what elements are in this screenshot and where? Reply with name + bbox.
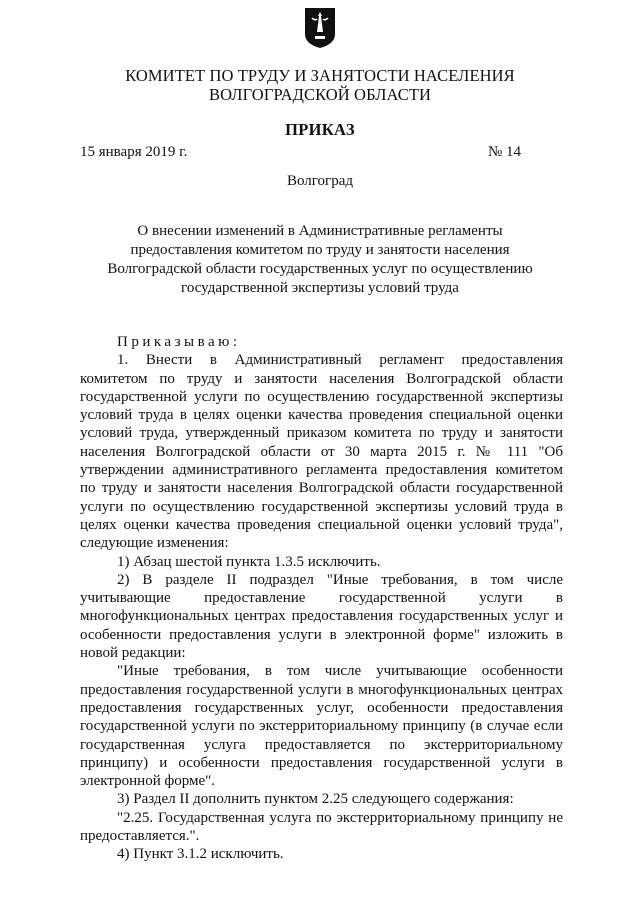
order-body bbox=[80, 333, 563, 864]
body-paragraph: 2) В разделе II подраздел "Иные требования, в том числе учитывающие предоставление государственной услуги в многофункциональных центрах предоставления государственных услуг и особенности предоставления услуги в электронной форме" изложить в новой редакции: bbox=[80, 571, 563, 662]
committee-name bbox=[0, 66, 640, 104]
subject-line: предоставления комитетом по труду и занятости населения bbox=[130, 242, 510, 258]
body-paragraph: "2.25. Государственная услуга по экстерриториальному принципу не предоставляется.". bbox=[80, 809, 563, 845]
subject-line: Волгоградской области государственных услуг по осуществлению bbox=[107, 261, 533, 277]
order-title: ПРИКАЗ bbox=[285, 120, 355, 139]
committee-name-line1: КОМИТЕТ ПО ТРУДУ И ЗАНЯТОСТИ НАСЕЛЕНИЯ bbox=[125, 66, 515, 85]
body-paragraph: 4) Пункт 3.1.2 исключить. bbox=[117, 846, 284, 863]
body-paragraph: 3) Раздел II дополнить пунктом 2.25 следующего содержания: bbox=[117, 791, 514, 808]
order-date: 15 января 2019 г. bbox=[80, 144, 188, 160]
subject-line: О внесении изменений в Административные регламенты bbox=[137, 223, 503, 239]
body-paragraph: 1. Внести в Административный регламент предоставления комитетом по труду и занятости населения Волгоградской области государственной услуги по осуществлению государственной экспертизы условий труда в целях оценки качества проведения специальной оценки условий труда, утвержденный приказом комитета по труду и занятости населения Волгоградской области от 30 марта 2015 г. № 111 "Об утверждении административного регламента предоставления комитетом по труду и занятости населения Волгоградской области государственной услуги по осуществлению государственной экспертизы условий труда в целях оценки качества проведения специальной оценки условий труда", следующие изменения: bbox=[80, 352, 563, 552]
body-paragraph: 1) Абзац шестой пункта 1.3.5 исключить. bbox=[117, 553, 381, 570]
volgograd-coat-of-arms-icon bbox=[303, 6, 337, 50]
order-subject bbox=[0, 222, 640, 298]
subject-line: государственной экспертизы условий труда bbox=[181, 280, 459, 296]
order-city: Волгоград bbox=[286, 173, 353, 189]
committee-name-line2: ВОЛГОГРАДСКОЙ ОБЛАСТИ bbox=[208, 85, 432, 104]
order-number: № 14 bbox=[488, 144, 522, 160]
body-paragraph: "Иные требования, в том числе учитывающие особенности предоставления государственной услуги в многофункциональных центрах предоставления государственных услуг, особенности предоставления государственной услуги по экстерриториальному принципу (в случае если государственная услуга предоставляется по экстерриториальному принципу) и особенности предоставления государственной услуги в электронной форме". bbox=[80, 663, 563, 790]
order-word: Приказываю: bbox=[117, 334, 241, 350]
